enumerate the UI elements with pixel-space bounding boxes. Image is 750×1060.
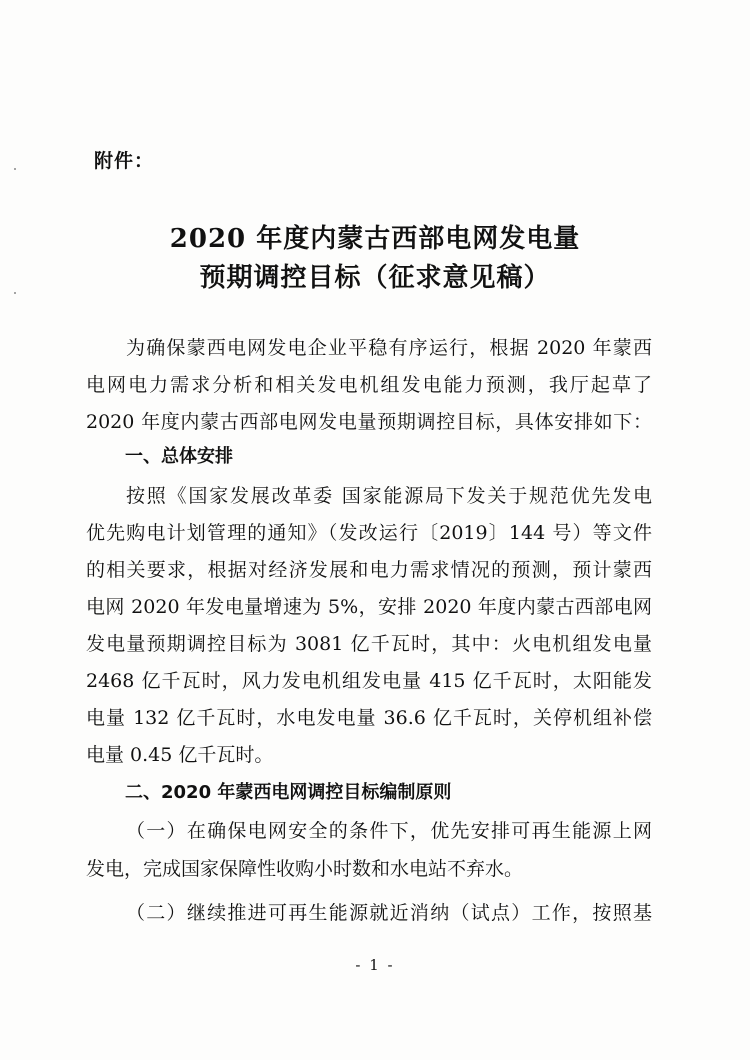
section-1-line: 电量 0.45 亿千瓦时。 [86, 744, 274, 766]
section-2-line: （二）继续推进可再生能源就近消纳（试点）工作，按照基 [126, 902, 652, 924]
section-1-line: 2468 亿千瓦时，风力发电机组发电量 415 亿千瓦时，太阳能发 [86, 670, 652, 692]
section-1-line: 电网 2020 年发电量增速为 5%，安排 2020 年度内蒙古西部电网 [86, 596, 652, 618]
section-1-line: 发电量预期调控目标为 3081 亿千瓦时，其中：火电机组发电量 [86, 633, 652, 655]
intro-line: 2020 年度内蒙古西部电网发电量预期调控目标，具体安排如下： [86, 411, 652, 433]
section-1-line: 按照《国家发展改革委 国家能源局下发关于规范优先发电 [126, 485, 652, 507]
section-2-line: （一）在确保电网安全的条件下，优先安排可再生能源上网 [126, 820, 652, 842]
attachment-label: 附件： [94, 150, 155, 172]
intro-line: 电网电力需求分析和相关发电机组发电能力预测，我厅起草了 [86, 374, 652, 396]
page-number: - 1 - [355, 956, 395, 974]
scan-speck [14, 168, 16, 170]
intro-line: 为确保蒙西电网发电企业平稳有序运行，根据 2020 年蒙西 [126, 337, 652, 359]
section-1-line: 的相关要求，根据对经济发展和电力需求情况的预测，预计蒙西 [86, 559, 652, 581]
section-1-line: 优先购电计划管理的通知》（发改运行〔2019〕144 号）等文件 [86, 522, 652, 544]
section-2-heading: 二、2020 年蒙西电网调控目标编制原则 [125, 782, 452, 803]
title-line-1: 2020 年度内蒙古西部电网发电量 [169, 224, 581, 254]
title-line-2: 预期调控目标（征求意见稿） [199, 263, 551, 293]
section-1-heading: 一、总体安排 [125, 446, 233, 467]
section-2-line: 发电，完成国家保障性收购小时数和水电站不弃水。 [86, 858, 524, 880]
section-1-line: 电量 132 亿千瓦时，水电发电量 36.6 亿千瓦时，关停机组补偿 [86, 707, 652, 729]
